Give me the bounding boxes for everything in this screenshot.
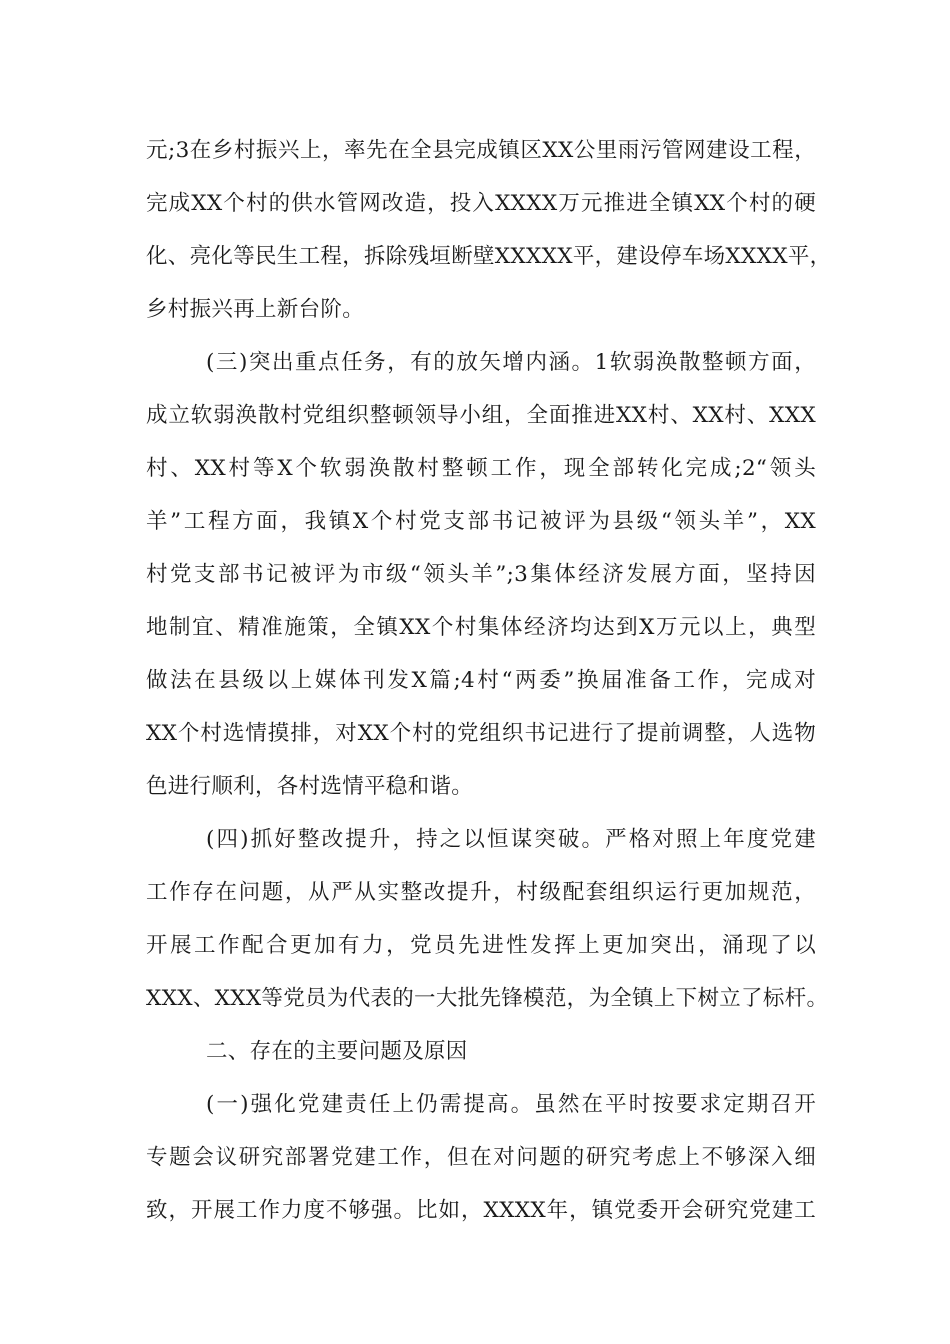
text-line: 专题会议研究部署党建工作，但在对问题的研究考虑上不够深入细 [146, 1145, 816, 1170]
text-line: 工作存在问题，从严从实整改提升，村级配套组织运行更加规范， [146, 880, 816, 905]
text-line: 村党支部书记被评为市级“领头羊”;3集体经济发展方面，坚持因 [146, 562, 816, 587]
text-line: 做法在县级以上媒体刊发X篇;4村“两委”换届准备工作，完成对 [146, 668, 816, 693]
text-line: 化、亮化等民生工程，拆除残垣断壁XXXXX平，建设停车场XXXX平， [146, 244, 832, 269]
text-line: XXX、XXX等党员为代表的一大批先锋模范，为全镇上下树立了标杆。 [146, 986, 829, 1011]
text-line: 完成XX个村的供水管网改造，投入XXXX万元推进全镇XX个村的硬 [146, 191, 816, 216]
text-line: 羊”工程方面，我镇X个村党支部书记被评为县级“领头羊”，XX [146, 509, 816, 534]
text-line: XX个村选情摸排，对XX个村的党组织书记进行了提前调整，人选物 [146, 721, 816, 746]
text-line: 乡村振兴再上新台阶。 [146, 297, 365, 322]
text-line: 成立软弱涣散村党组织整顿领导小组，全面推进XX村、XX村、XXX [146, 403, 816, 428]
section-heading: 二、存在的主要问题及原因 [206, 1039, 468, 1064]
text-line: 村、XX村等X个软弱涣散村整顿工作，现全部转化完成;2“领头 [146, 456, 816, 481]
text-line: 开展工作配合更加有力，党员先进性发挥上更加突出，涌现了以 [146, 933, 816, 958]
text-line: 地制宜、精准施策，全镇XX个村集体经济均达到X万元以上，典型 [146, 615, 816, 640]
paragraph-heading-line: (一)强化党建责任上仍需提高。虽然在平时按要求定期召开 [206, 1092, 816, 1117]
text-line: 元;3在乡村振兴上，率先在全县完成镇区XX公里雨污管网建设工程， [146, 138, 816, 163]
text-line: 色进行顺利，各村选情平稳和谐。 [146, 774, 474, 799]
paragraph-heading-line: (四)抓好整改提升，持之以恒谋突破。严格对照上年度党建 [206, 827, 816, 852]
text-line: 致，开展工作力度不够强。比如，XXXX年，镇党委开会研究党建工 [146, 1198, 816, 1223]
paragraph-heading-line: (三)突出重点任务，有的放矢增内涵。1软弱涣散整顿方面， [206, 350, 816, 375]
